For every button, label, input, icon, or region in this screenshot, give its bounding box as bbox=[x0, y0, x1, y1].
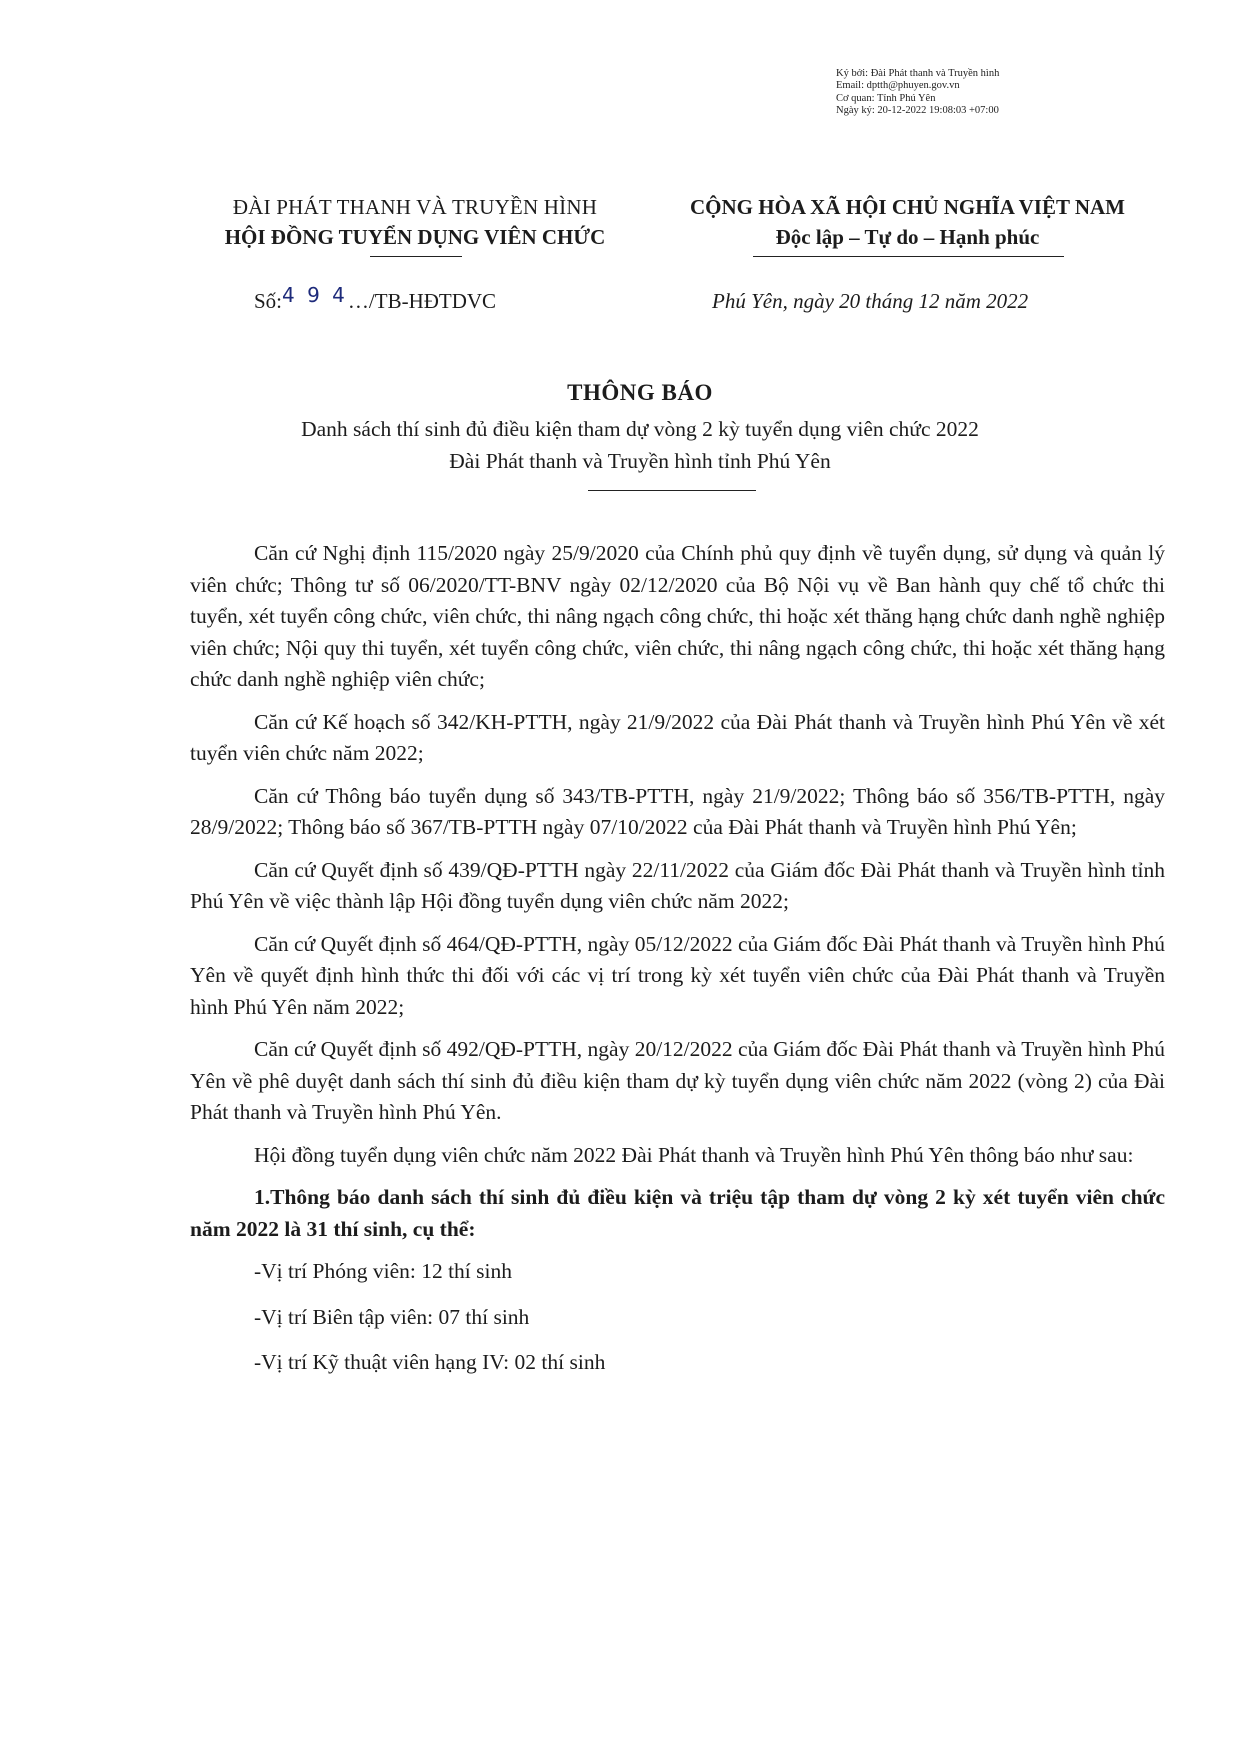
document-subtitle-line1: Danh sách thí sinh đủ điều kiện tham dự vòng 2 kỳ tuyển dụng viên chức 2022 bbox=[301, 417, 979, 441]
legal-basis-paragraph: Căn cứ Kế hoạch số 342/KH-PTTH, ngày 21/9/2022 của Đài Phát thanh và Truyền hình Phú Yên về xét tuyển viên chức năm 2022; bbox=[190, 709, 1165, 765]
section-1-heading: 1.Thông báo danh sách thí sinh đủ điều kiện và triệu tập tham dự vòng 2 kỳ xét tuyển viên chức năm 2022 là 31 thí sinh, cụ thể: bbox=[190, 1185, 1165, 1241]
number-suffix: …/TB-HĐTDVC bbox=[347, 289, 497, 313]
position-item: -Vị trí Phóng viên: 12 thí sinh bbox=[254, 1259, 512, 1283]
document-body bbox=[190, 538, 1165, 1393]
document-title: THÔNG BÁO bbox=[567, 380, 713, 405]
document-number bbox=[254, 283, 497, 314]
issuing-agency-header bbox=[180, 192, 650, 252]
legal-basis-paragraph: Căn cứ Quyết định số 439/QĐ-PTTH ngày 22/11/2022 của Giám đốc Đài Phát thanh và Truyền hình tỉnh Phú Yên về việc thành lập Hội đồng tuyển dụng viên chức năm 2022; bbox=[190, 857, 1165, 913]
handwritten-number: 4 9 4 bbox=[282, 283, 348, 307]
position-item: -Vị trí Kỹ thuật viên hạng IV: 02 thí sinh bbox=[254, 1350, 606, 1374]
announcement-intro: Hội đồng tuyển dụng viên chức năm 2022 Đài Phát thanh và Truyền hình Phú Yên thông báo như sau: bbox=[254, 1142, 1134, 1167]
title-underline bbox=[588, 490, 756, 491]
national-motto: Độc lập – Tự do – Hạnh phúc bbox=[775, 225, 1040, 249]
position-item: -Vị trí Biên tập viên: 07 thí sinh bbox=[254, 1304, 530, 1329]
nation-name: CỘNG HÒA XÃ HỘI CHỦ NGHĨA VIỆT NAM bbox=[689, 195, 1126, 219]
number-prefix: Số: bbox=[254, 289, 283, 313]
motto-underline bbox=[753, 256, 1064, 257]
legal-basis-paragraph: Căn cứ Thông báo tuyển dụng số 343/TB-PTTH, ngày 21/9/2022; Thông báo số 356/TB-PTTH, ngày 28/9/2022; Thông báo số 367/TB-PTTH ngày 07/10/2022 của Đài Phát thanh và Truyền hình Phú Yên; bbox=[190, 783, 1165, 839]
legal-basis-paragraph: Căn cứ Nghị định 115/2020 ngày 25/9/2020 của Chính phủ quy định về tuyển dụng, sử dụng và quản lý viên chức; Thông tư số 06/2020/TT-BNV ngày 02/12/2020 của Bộ Nội vụ về Ban hành quy chế tổ chức thi tuyển, xét tuyển công chức, viên chức, thi nâng ngạch công chức, thi hoặc xét thăng hạng chức danh nghề nghiệp viên chức; Nội quy thi tuyển, xét tuyển công chức, viên chức, thi nâng ngạch công chức, thi hoặc xét thăng hạng chức danh nghề nghiệp viên chức; bbox=[190, 541, 1165, 691]
council-name: HỘI ĐỒNG TUYỂN DỤNG VIÊN CHỨC bbox=[224, 225, 606, 249]
signature-signer: Ký bởi: Đài Phát thanh và Truyền hình bbox=[836, 68, 1000, 79]
legal-basis-paragraph: Căn cứ Quyết định số 492/QĐ-PTTH, ngày 20/12/2022 của Giám đốc Đài Phát thanh và Truyền hình Phú Yên về phê duyệt danh sách thí sinh đủ điều kiện tham dự kỳ tuyển dụng viên chức năm 2022 (vòng 2) của Đài Phát thanh và Truyền hình Phú Yên. bbox=[190, 1037, 1165, 1124]
agency-name: ĐÀI PHÁT THANH VÀ TRUYỀN HÌNH bbox=[232, 195, 598, 219]
national-header bbox=[640, 192, 1175, 252]
signature-email: Email: dptth@phuyen.gov.vn bbox=[836, 80, 960, 92]
issue-date: Phú Yên, ngày 20 tháng 12 năm 2022 bbox=[712, 289, 1029, 313]
legal-basis-paragraph: Căn cứ Quyết định số 464/QĐ-PTTH, ngày 05/12/2022 của Giám đốc Đài Phát thanh và Truyền hình Phú Yên về quyết định hình thức thi đối với các vị trí trong kỳ xét tuyển viên chức của Đài Phát thanh và Truyền hình Phú Yên năm 2022; bbox=[190, 931, 1165, 1019]
signature-agency: Cơ quan: Tỉnh Phú Yên bbox=[836, 92, 936, 104]
document-subtitle-line2: Đài Phát thanh và Truyền hình tỉnh Phú Yên bbox=[449, 449, 831, 473]
digital-signature-stamp bbox=[836, 68, 1046, 118]
signature-date: Ngày ký: 20-12-2022 19:08:03 +07:00 bbox=[836, 105, 999, 117]
agency-underline bbox=[370, 256, 462, 257]
